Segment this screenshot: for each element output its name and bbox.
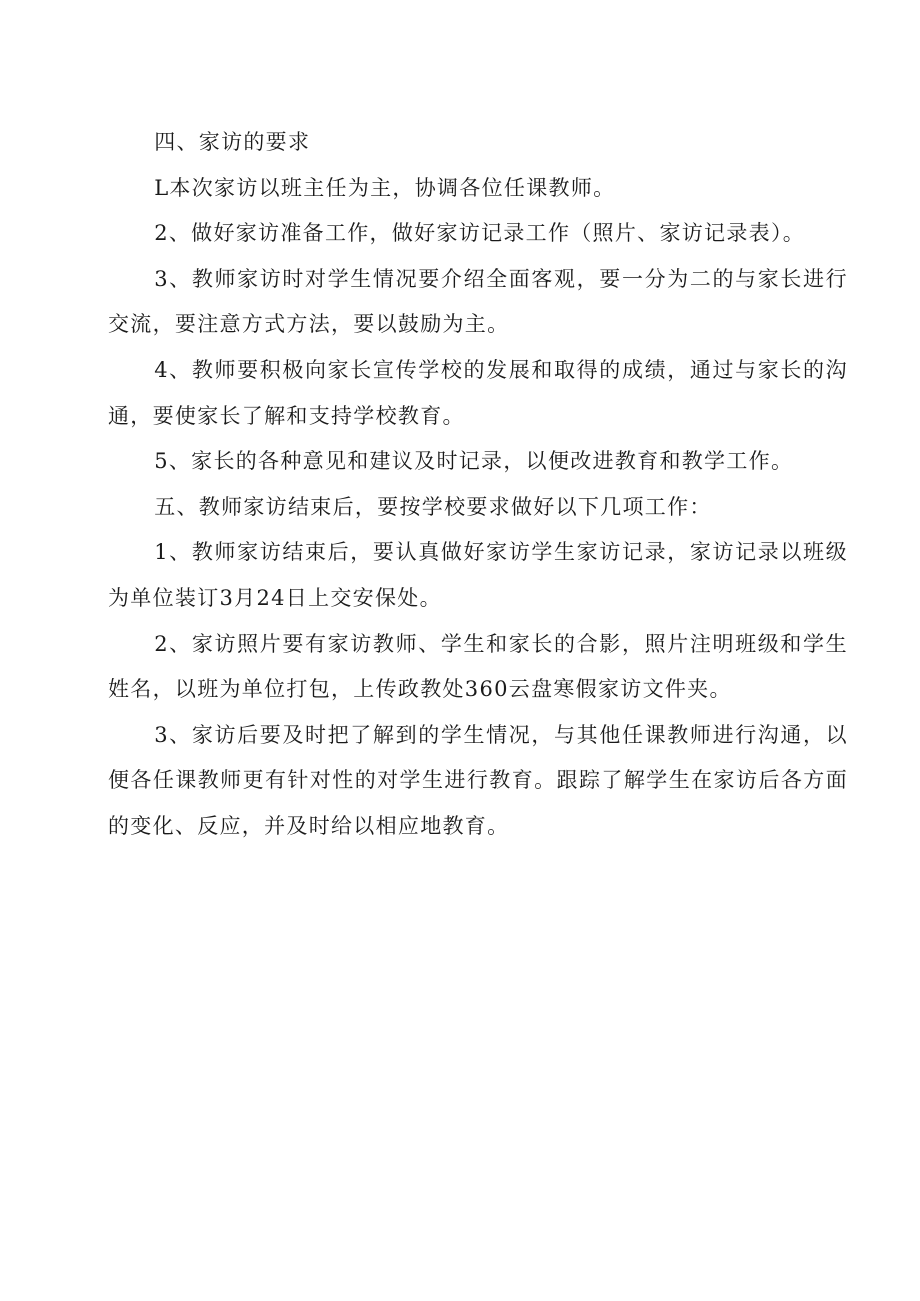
paragraph-after-visit-2: 2、家访照片要有家访教师、学生和家长的合影，照片注明班级和学生姓名，以班为单位打包，上传政教处360云盘寒假家访文件夹。 [108, 631, 848, 702]
section-heading-requirements: 四、家访的要求 [154, 130, 311, 154]
document-body [108, 120, 848, 850]
paragraph-requirement-4: 4、教师要积极向家长宣传学校的发展和取得的成绩，通过与家长的沟通，要使家长了解和支持学校教育。 [108, 357, 848, 428]
paragraph-requirement-5: 5、家长的各种意见和建议及时记录，以便改进教育和教学工作。 [154, 449, 794, 474]
paragraph-requirement-2: 2、做好家访准备工作，做好家访记录工作（照片、家访记录表）。 [154, 221, 806, 246]
section-heading-after-visit: 五、教师家访结束后，要按学校要求做好以下几项工作： [154, 494, 712, 519]
paragraph-requirement-1: L本次家访以班主任为主，协调各位任课教师。 [154, 175, 616, 200]
paragraph-requirement-3: 3、教师家访时对学生情况要介绍全面客观，要一分为二的与家长进行交流，要注意方式方法，要以鼓励为主。 [108, 266, 848, 337]
paragraph-after-visit-3: 3、家访后要及时把了解到的学生情况，与其他任课教师进行沟通，以便各任课教师更有针对性的对学生进行教育。跟踪了解学生在家访后各方面的变化、反应，并及时给以相应地教育。 [108, 722, 848, 838]
paragraph-after-visit-1: 1、教师家访结束后，要认真做好家访学生家访记录，家访记录以班级为单位装订3月24日上交安保处。 [108, 540, 848, 610]
